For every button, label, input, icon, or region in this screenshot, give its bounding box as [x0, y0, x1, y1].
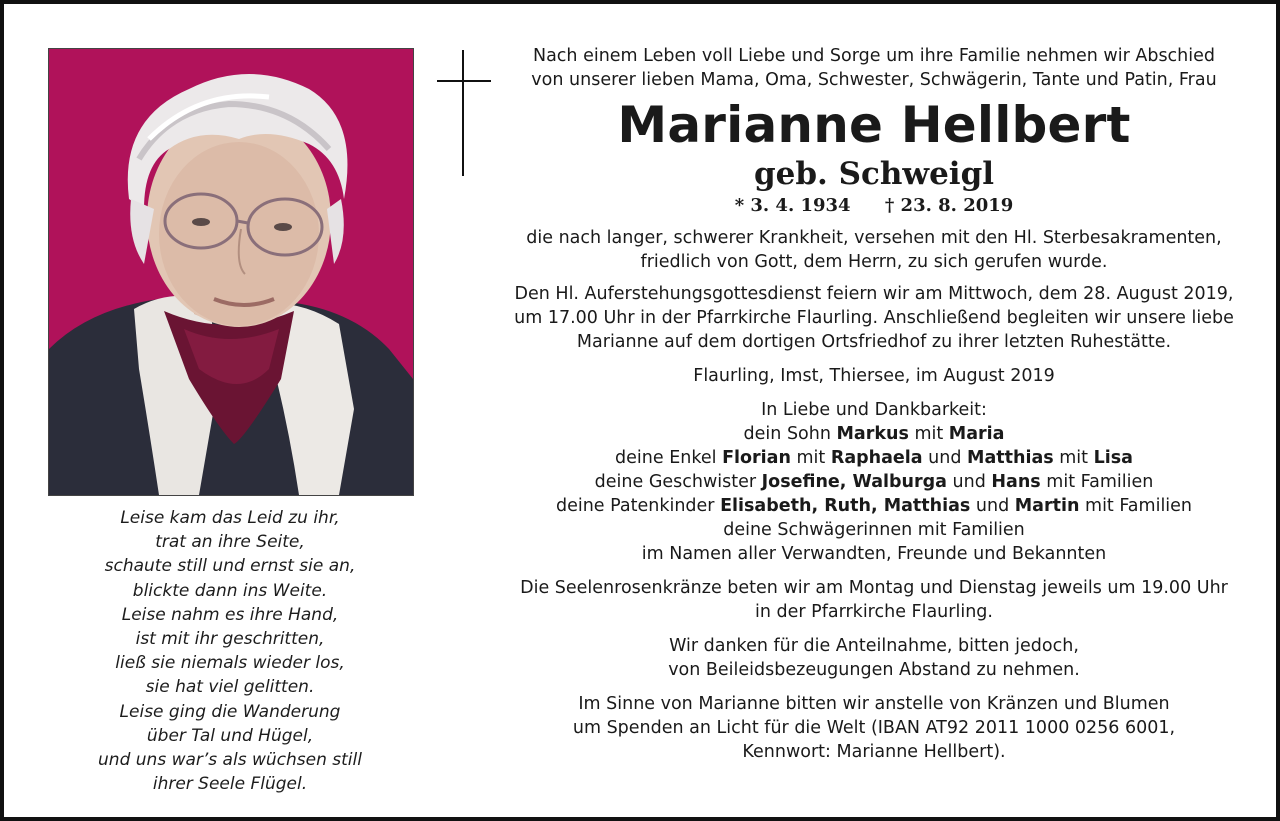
birth-date: * 3. 4. 1934	[734, 195, 851, 216]
place-date: Flaurling, Imst, Thiersee, im August 2019	[693, 366, 1055, 386]
poem-line: trat an ihre Seite,	[155, 532, 305, 553]
mourner-sisters-in-law: deine Schwägerinnen mit Familien	[723, 520, 1025, 540]
donation-line: um Spenden an Licht für die Welt (IBAN AT92 2011 1000 0256 6001,	[572, 718, 1176, 738]
mourner-grandchildren: deine Enkel Florian mit Raphaela und Matthias mit Lisa	[615, 448, 1133, 468]
thanks-line: Wir danken für die Anteilnahme, bitten jedoch,	[669, 636, 1079, 656]
service-line: um 17.00 Uhr in der Pfarrkirche Flaurling. Anschließend begleiten wir unsere liebe	[514, 308, 1234, 328]
poem-line: Leise ging die Wanderung	[119, 701, 341, 722]
intro-line: von unserer lieben Mama, Oma, Schwester, Schwägerin, Tante und Patin, Frau	[531, 70, 1217, 90]
service-line: Marianne auf dem dortigen Ortsfriedhof zu ihrer letzten Ruhestätte.	[576, 332, 1172, 352]
mourners-intro: In Liebe und Dankbarkeit:	[761, 400, 987, 420]
donation-line: Kennwort: Marianne Hellbert).	[742, 742, 1006, 762]
rosary-line: Die Seelenrosenkränze beten wir am Montag und Dienstag jeweils um 19.00 Uhr	[520, 578, 1228, 598]
portrait-illustration	[49, 49, 413, 495]
mourner-siblings: deine Geschwister Josefine, Walburga und Hans mit Familien	[594, 472, 1154, 492]
poem-line: und uns war’s als wüchsen still	[98, 750, 362, 771]
cross-icon-bar	[437, 80, 491, 82]
mourner-others: im Namen aller Verwandten, Freunde und Bekannten	[641, 544, 1107, 564]
death-date: † 23. 8. 2019	[884, 195, 1014, 216]
poem-line: sie hat viel gelitten.	[145, 677, 315, 698]
poem-line: schaute still und ernst sie an,	[104, 556, 356, 577]
mourner-godchildren: deine Patenkinder Elisabeth, Ruth, Matthias und Martin mit Familien	[555, 496, 1193, 516]
deceased-name: Marianne Hellbert	[617, 96, 1131, 154]
poem-line: ist mit ihr geschritten,	[135, 629, 325, 650]
illness-line: die nach langer, schwerer Krankheit, versehen mit den Hl. Sterbesakramenten,	[526, 228, 1222, 248]
donation-line: Im Sinne von Marianne bitten wir anstelle von Kränzen und Blumen	[578, 694, 1170, 714]
life-dates	[494, 192, 1254, 220]
poem-line: Leise kam das Leid zu ihr,	[120, 508, 340, 528]
mourner-son: dein Sohn Markus mit Maria	[743, 424, 1005, 444]
poem-line: ihrer Seele Flügel.	[152, 774, 308, 795]
service-line: Den Hl. Auferstehungsgottesdienst feiern wir am Mittwoch, dem 28. August 2019,	[514, 284, 1234, 304]
poem-line: ließ sie niemals wieder los,	[115, 653, 345, 674]
maiden-name: geb. Schweigl	[753, 156, 995, 192]
cross-icon	[462, 50, 464, 176]
illness-line: friedlich von Gott, dem Herrn, zu sich gerufen wurde.	[640, 252, 1108, 272]
poem-line: blickte dann ins Weite.	[132, 580, 328, 601]
portrait-photo	[48, 48, 414, 496]
mourners-list	[494, 398, 1254, 566]
notice-text	[494, 44, 1254, 764]
poem-line: über Tal und Hügel,	[146, 725, 314, 746]
thanks-line: von Beileidsbezeugungen Abstand zu nehmen.	[668, 660, 1080, 680]
rosary-line: in der Pfarrkirche Flaurling.	[755, 602, 993, 622]
intro-line: Nach einem Leben voll Liebe und Sorge um ihre Familie nehmen wir Abschied	[532, 46, 1216, 66]
poem	[48, 506, 412, 796]
poem-line: Leise nahm es ihre Hand,	[121, 604, 339, 625]
